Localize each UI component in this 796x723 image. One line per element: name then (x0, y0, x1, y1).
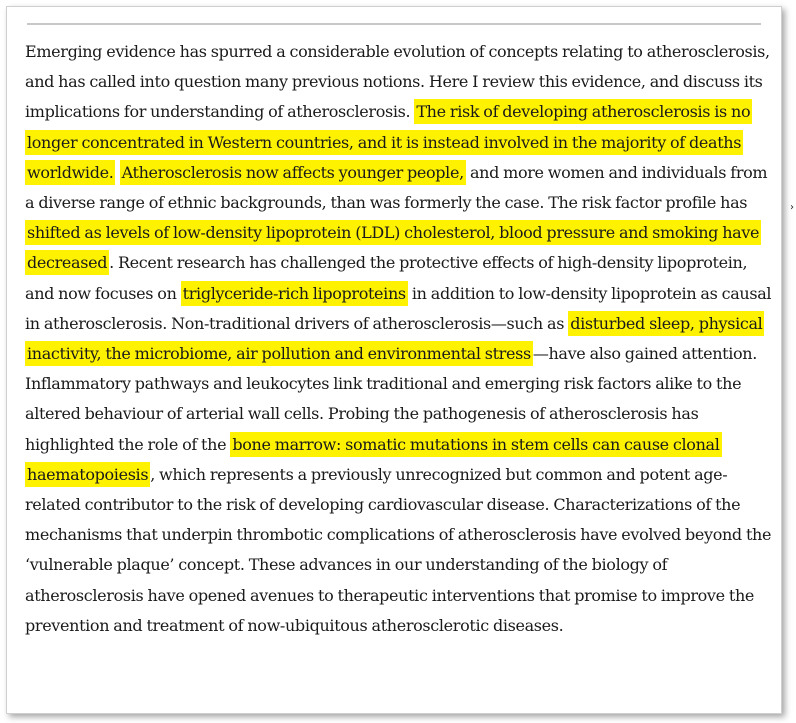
abstract-text: —have also gained attention. Inflammatory pathways and leukocytes link traditional and emerging risk factors alike to the altered behaviour of arterial wall cells. Probing the pathogenesis of atherosclerosis has highlighted the role of the (25, 344, 757, 454)
document-clipping (6, 6, 782, 714)
abstract-text: and more women and individuals from a diverse range of ethnic backgrounds, than was formerly the case. The risk factor profile has (25, 162, 768, 213)
highlight-younger-people: Atherosclerosis now affects younger people, (120, 160, 466, 185)
highlight-risk-factor-shift: shifted as levels of low-density lipoprotein (LDL) cholesterol, blood pressure and smoking have decreased (25, 220, 761, 275)
abstract-space (115, 163, 119, 182)
abstract-text: in addition to low-density lipoprotein as causal in atherosclerosis. Non-traditional drivers of atherosclerosis—such as (25, 283, 772, 333)
highlight-bone-marrow: bone marrow: somatic mutations in stem cells can cause clonal haematopoiesis (25, 432, 722, 487)
top-divider (27, 23, 761, 25)
abstract-paragraph (25, 37, 777, 641)
highlight-nontraditional-drivers: disturbed sleep, physical inactivity, the microbiome, air pollution and environmental stress (25, 311, 764, 366)
highlight-global-risk: The risk of developing atherosclerosis is no longer concentrated in Western countries, and it is instead involved in the majority of deaths worldwide. (25, 99, 752, 184)
abstract-text: , which represents a previously unrecognized but common and potent age-related contributor to the risk of developing cardiovascular disease. Characterizations of the mechanisms that underpin thrombotic complications of atherosclerosis have evolved beyond the ‘vulnerable plaque’ concept. These advances in our understanding of the biology of atherosclerosis have opened avenues to therapeutic interventions that promise to improve the prevention and treatment of now-ubiquitous atherosclerotic diseases. (25, 464, 772, 635)
abstract-text: . Recent research has challenged the protective effects of high-density lipoprotein, and now focuses on (25, 253, 748, 303)
highlight-triglyceride: triglyceride-rich lipoproteins (181, 281, 408, 306)
edge-mark: › (790, 202, 794, 213)
abstract-text: Emerging evidence has spurred a considerable evolution of concepts relating to atherosclerosis, and has called into question many previous notions. Here I review this evidence, and discuss its implications for understanding of atherosclerosis. (25, 42, 770, 122)
